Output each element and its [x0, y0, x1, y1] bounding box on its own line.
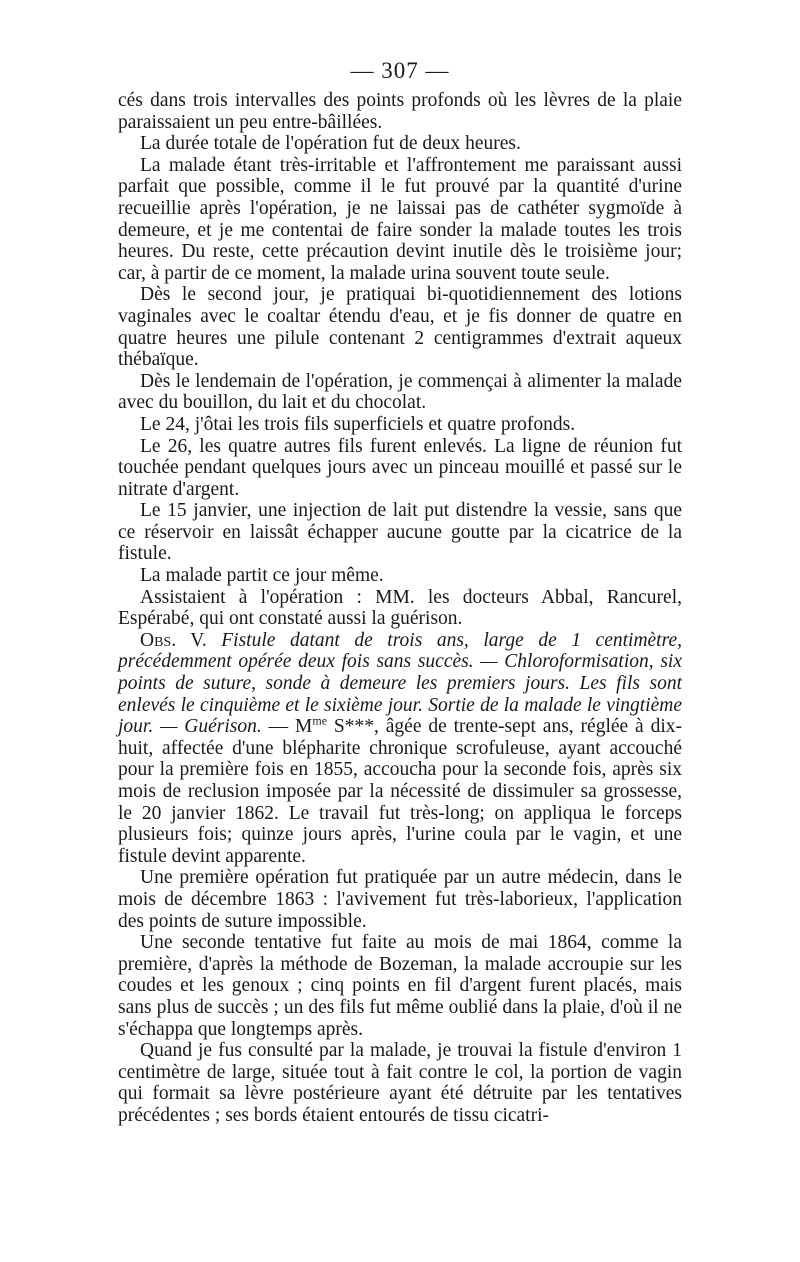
paragraph: La durée totale de l'opération fut de deux heures. — [140, 133, 521, 155]
observation-label: Obs. V. — [140, 629, 207, 651]
title-superscript: me — [312, 713, 328, 728]
paragraph: Dès le lendemain de l'opération, je commençai à alimenter la malade avec du bouillon, du lait et du chocolat. — [118, 370, 682, 414]
paragraph: Dès le second jour, je pratiquai bi-quotidiennement des lotions vaginales avec le coaltar étendu d'eau, et je fis donner de quatre en quatre heures une pilule contenant 2 centigrammes d'extrait aqueux thébaïque. — [118, 284, 682, 371]
paragraph: Assistaient à l'opération : MM. les docteurs Abbal, Rancurel, Espérabé, qui ont constaté aussi la guérison. — [118, 586, 682, 630]
paragraph: Le 24, j'ôtai les trois fils superficiels et quatre profonds. — [140, 413, 576, 435]
paragraph: Le 15 janvier, une injection de lait put distendre la vessie, sans que ce réservoir en laissât échapper aucune goutte par la cicatrice de la fistule. — [118, 500, 682, 565]
observation-title: Fistule datant de trois ans, large de 1 centimètre, précédemment opérée deux fois sans succès. — Chloroformisation, six points de suture, sonde à demeure les premiers jours. Les fils sont enlevés le cinquième et le sixième jour. Sortie de la malade le vingtième jour. — Guérison. — [118, 629, 682, 738]
paragraph: La malade partit ce jour même. — [140, 565, 384, 587]
page-number: — 307 — — [350, 58, 450, 83]
observation-paragraph — [118, 630, 682, 868]
paragraph: Quand je fus consulté par la malade, je trouvai la fistule d'environ 1 centimètre de large, située tout à fait contre le col, la portion de vagin qui formait sa lèvre postérieure ayant été détruite par les tentatives précédentes ; ses bords étaient entourés de tissu cicatri- — [118, 1040, 682, 1126]
paragraph: La malade étant très-irritable et l'affrontement me paraissant aussi parfait que possible, comme il le fut prouvé par la quantité d'urine recueillie après l'opération, je ne laissai pas de cathéter sygmoïde à demeure, et je me contentai de faire sonder la malade toutes les trois heures. Du reste, cette précaution devint inutile dès le troisième jour; car, à partir de ce moment, la malade urina souvent toute seule. — [118, 154, 682, 284]
paragraph-continuation: cés dans trois intervalles des points profonds où les lèvres de la plaie paraissaient un peu entre-bâillées. — [118, 90, 682, 133]
body-text — [118, 90, 682, 1127]
paragraph: Le 26, les quatre autres fils furent enlevés. La ligne de réunion fut touchée pendant quelques jours avec un pinceau mouillé et passé sur le nitrate d'argent. — [118, 435, 682, 500]
paragraph: Une seconde tentative fut faite au mois de mai 1864, comme la première, d'après la méthode de Bozeman, la malade accroupie sur les coudes et les genoux ; cinq points en fil d'argent furent placés, mais sans plus de succès ; un des fils fut même oublié dans la plaie, d'où il ne s'échappa que longtemps après. — [118, 932, 682, 1040]
observation-dash: — M — [261, 716, 313, 738]
paragraph: Une première opération fut pratiquée par un autre médecin, dans le mois de décembre 1863 : l'avivement fut très-laborieux, l'application des points de suture impossible. — [118, 867, 682, 932]
observation-text: S***, âgée de trente-sept ans, réglée à dix-huit, affectée d'une blépharite chronique scrofuleuse, ayant accouché pour la première fois en 1855, accoucha pour la seconde fois, après six mois de reclusion imposée par la nécessité de dissimuler sa grossesse, le 20 janvier 1862. Le travail fut très-long; on appliqua le forceps plusieurs fois; quinze jours après, l'urine coula par le vagin, et une fistule devint apparente. — [118, 716, 682, 867]
